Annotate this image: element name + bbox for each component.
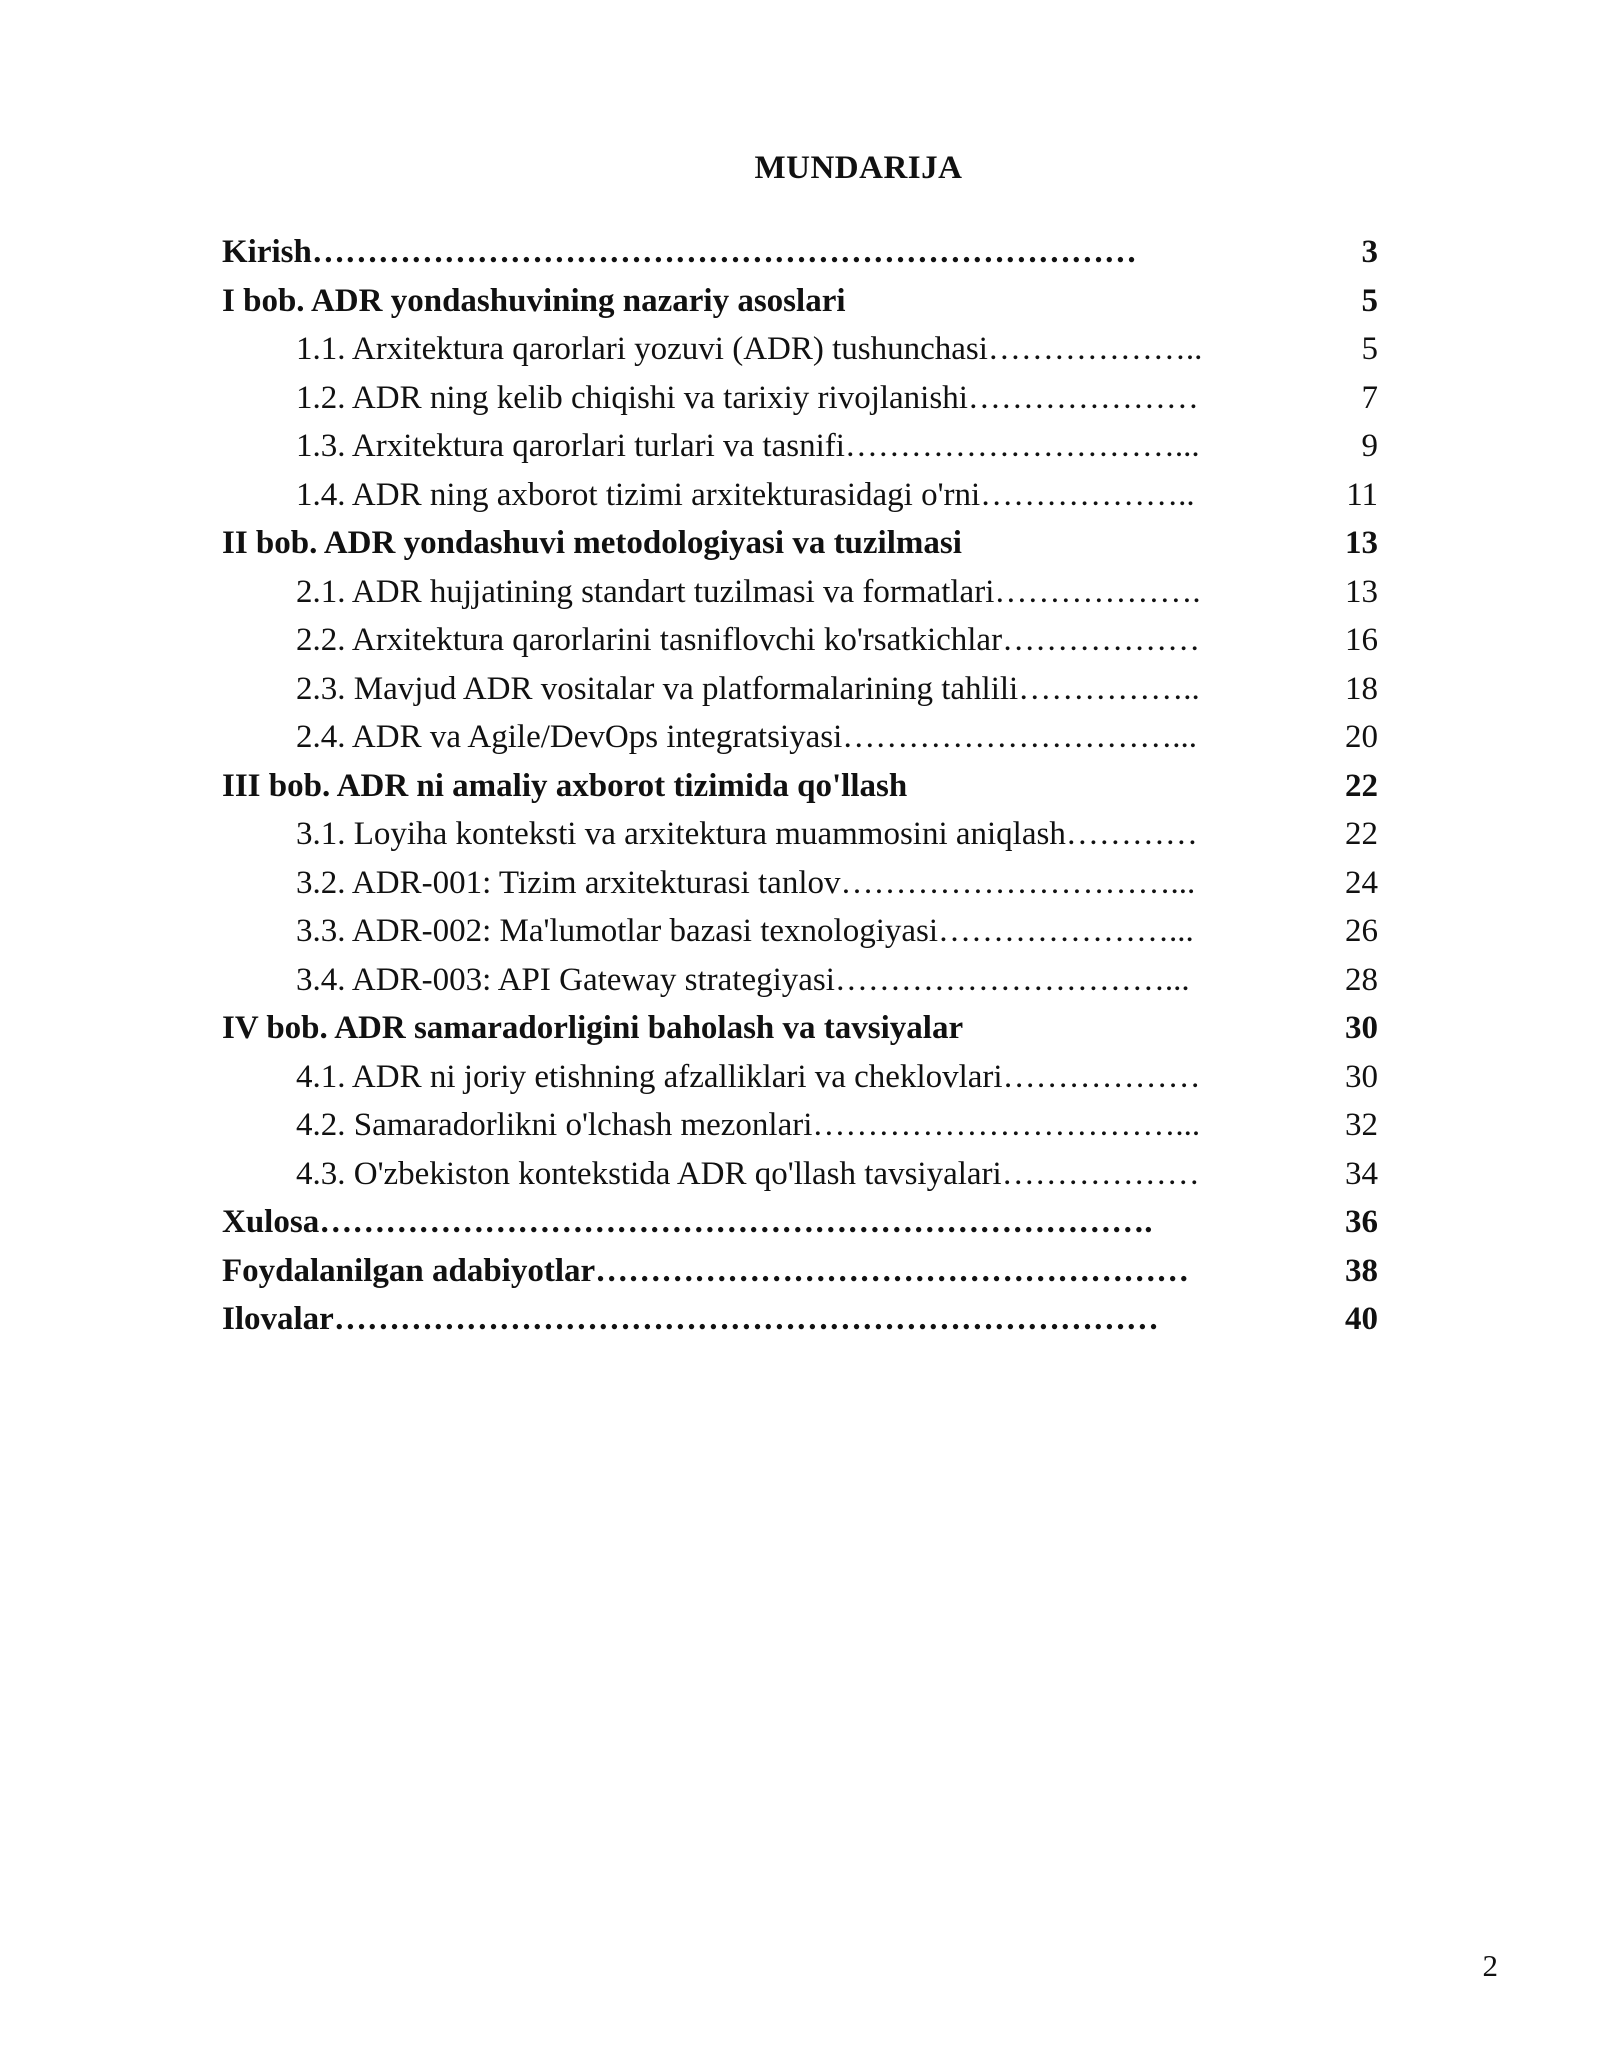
toc-entry-label: 1.2. ADR ning kelib chiqishi va tarixiy rivojlanishi………………… bbox=[296, 379, 1199, 416]
toc-section-row bbox=[222, 713, 1378, 762]
toc-entry-page: 3 bbox=[1361, 234, 1378, 270]
toc-entry-page: 11 bbox=[1346, 476, 1378, 513]
toc-section-row bbox=[222, 325, 1378, 374]
toc-entry-page: 20 bbox=[1345, 719, 1378, 755]
toc-entry-label: II bob. ADR yondashuvi metodologiyasi va tuzilmasi bbox=[222, 525, 962, 561]
toc-entry-page: 32 bbox=[1345, 1107, 1378, 1143]
toc-section-row bbox=[222, 422, 1378, 471]
toc-section-row bbox=[222, 1150, 1378, 1199]
toc-chapter-row bbox=[222, 519, 1378, 568]
toc-entry-page: 38 bbox=[1345, 1252, 1378, 1289]
toc-entry-label: 4.1. ADR ni joriy etishning afzalliklari va cheklovlari……………… bbox=[296, 1058, 1201, 1095]
toc-entry-page: 26 bbox=[1345, 913, 1378, 949]
toc-section-row bbox=[222, 956, 1378, 1005]
toc-entry-label: Ilovalar………………………………………………………………… bbox=[222, 1301, 1159, 1337]
toc-entry-label: 3.1. Loyiha konteksti va arxitektura muammosini aniqlash………… bbox=[296, 816, 1198, 852]
toc-entry-page: 22 bbox=[1345, 767, 1378, 804]
toc-entry-label: 1.4. ADR ning axborot tizimi arxitekturasidagi o'rni……………….. bbox=[296, 476, 1195, 513]
toc-section-row bbox=[222, 1053, 1378, 1102]
toc-entry-label: 1.1. Arxitektura qarorlari yozuvi (ADR) tushunchasi……………….. bbox=[296, 331, 1203, 367]
toc-entry-page: 13 bbox=[1345, 525, 1378, 561]
toc-entry-page: 7 bbox=[1361, 379, 1378, 416]
toc-entry-label: Kirish………………………………………………………………… bbox=[222, 234, 1137, 270]
toc-section-row bbox=[222, 1101, 1378, 1150]
toc-entry-page: 5 bbox=[1361, 331, 1378, 367]
toc-entry-page: 34 bbox=[1345, 1155, 1378, 1192]
toc-entry-label: 4.3. O'zbekiston kontekstida ADR qo'llash tavsiyalari……………… bbox=[296, 1155, 1200, 1192]
toc-entry-label: I bob. ADR yondashuvining nazariy asoslari bbox=[222, 282, 846, 319]
toc-section-row bbox=[222, 859, 1378, 908]
page-number: 2 bbox=[1482, 1948, 1498, 1983]
toc-section-row bbox=[222, 665, 1378, 714]
toc-entry-page: 5 bbox=[1361, 282, 1378, 319]
toc-chapter-row bbox=[222, 277, 1378, 326]
toc-chapter-row bbox=[222, 228, 1378, 277]
toc-entry-label: 2.1. ADR hujjatining standart tuzilmasi va formatlari………………. bbox=[296, 573, 1201, 610]
toc-entry-label: Foydalanilgan adabiyotlar……………………………………………… bbox=[222, 1252, 1190, 1289]
toc-entry-label: IV bob. ADR samaradorligini baholash va tavsiyalar bbox=[222, 1010, 964, 1046]
toc-chapter-row bbox=[222, 1295, 1378, 1344]
toc-entry-label: 2.4. ADR va Agile/DevOps integratsiyasi…………………………... bbox=[296, 719, 1198, 755]
toc-chapter-row bbox=[222, 1247, 1378, 1296]
toc-entry-label: III bob. ADR ni amaliy axborot tizimida qo'llash bbox=[222, 767, 908, 804]
toc-entry-page: 30 bbox=[1345, 1010, 1378, 1046]
toc-entry-label: 3.2. ADR-001: Tizim arxitekturasi tanlov…………………………... bbox=[296, 864, 1196, 901]
toc-entry-label: Xulosa…………………………………………………………………. bbox=[222, 1204, 1153, 1240]
toc-entry-label: 2.3. Mavjud ADR vositalar va platformalarining tahlili…………….. bbox=[296, 670, 1200, 707]
toc-entry-label: 4.2. Samaradorlikni o'lchash mezonlari……………………………... bbox=[296, 1107, 1201, 1143]
page-title: MUNDARIJA bbox=[754, 150, 963, 186]
toc-entry-page: 28 bbox=[1345, 961, 1378, 998]
toc-entry-page: 30 bbox=[1345, 1058, 1378, 1095]
toc-entry-page: 22 bbox=[1345, 816, 1378, 852]
toc-entry-page: 36 bbox=[1345, 1204, 1378, 1240]
toc-entry-page: 18 bbox=[1345, 670, 1378, 707]
table-of-contents bbox=[222, 228, 1378, 1344]
toc-chapter-row bbox=[222, 1198, 1378, 1247]
toc-entry-label: 2.2. Arxitektura qarorlarini tasniflovchi ko'rsatkichlar……………… bbox=[296, 622, 1201, 658]
toc-chapter-row bbox=[222, 1004, 1378, 1053]
toc-entry-page: 13 bbox=[1345, 573, 1378, 610]
toc-section-row bbox=[222, 471, 1378, 520]
toc-entry-page: 24 bbox=[1345, 864, 1378, 901]
toc-entry-page: 16 bbox=[1345, 622, 1378, 658]
toc-section-row bbox=[222, 374, 1378, 423]
toc-entry-page: 9 bbox=[1361, 428, 1378, 464]
toc-entry-label: 3.4. ADR-003: API Gateway strategiyasi…………………………... bbox=[296, 961, 1190, 998]
toc-entry-label: 3.3. ADR-002: Ma'lumotlar bazasi texnologiyasi…………………... bbox=[296, 913, 1194, 949]
toc-chapter-row bbox=[222, 762, 1378, 811]
toc-section-row bbox=[222, 616, 1378, 665]
toc-entry-page: 40 bbox=[1345, 1301, 1378, 1337]
toc-section-row bbox=[222, 568, 1378, 617]
toc-section-row bbox=[222, 907, 1378, 956]
toc-section-row bbox=[222, 810, 1378, 859]
toc-entry-label: 1.3. Arxitektura qarorlari turlari va tasnifi…………………………... bbox=[296, 428, 1200, 464]
